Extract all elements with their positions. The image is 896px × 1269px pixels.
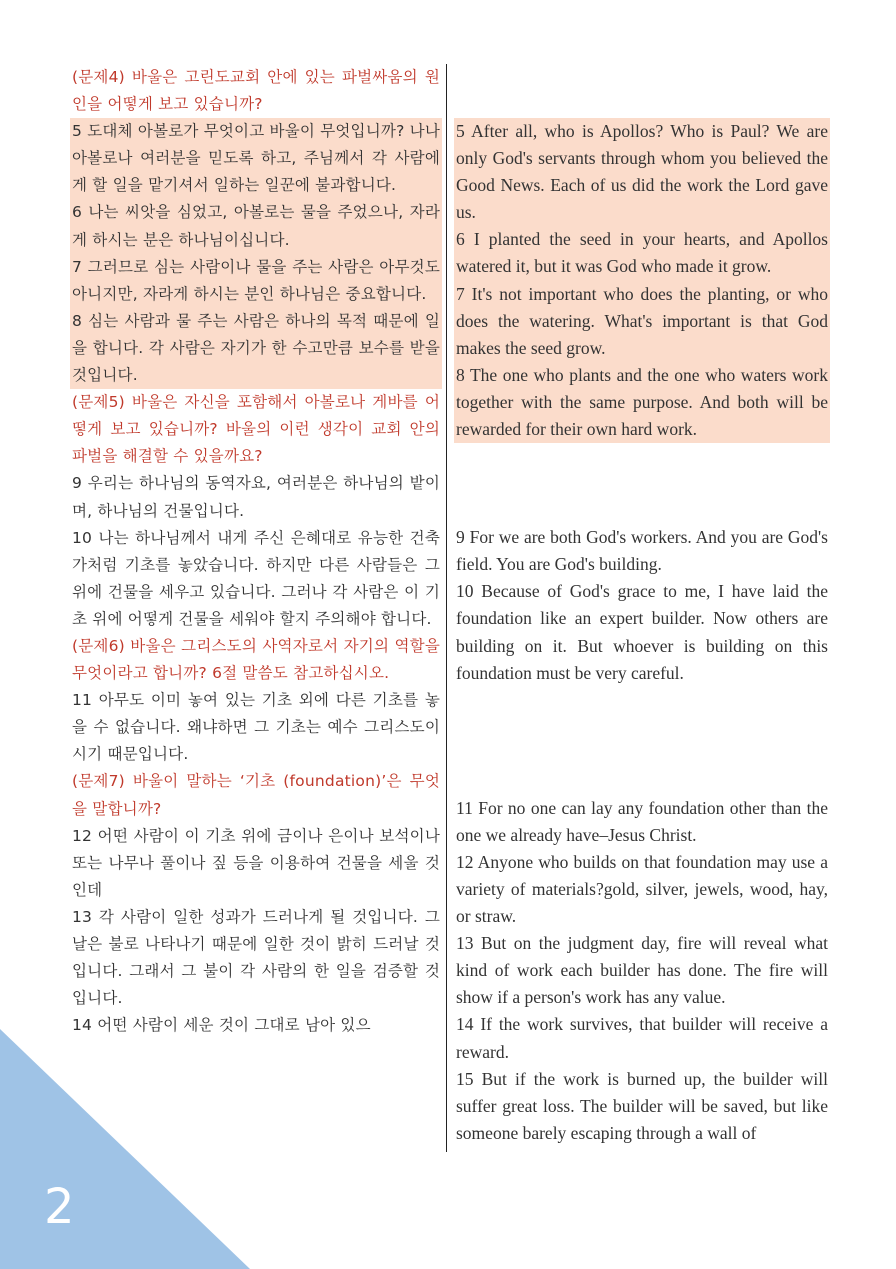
ko-verse: 9 우리는 하나님의 동역자요, 여러분은 하나님의 밭이며, 하나님의 건물입니다. [72,474,440,520]
ko-question: (문제4) 바울은 고린도교회 안에 있는 파벌싸움의 원인을 어떻게 보고 있습니까? [72,68,440,114]
en-verse: 7 It's not important who does the planting, or who does the watering. What's important is that God makes the seed grow. [454,281,830,362]
korean-column [70,64,442,1039]
ko-verse: 12 어떤 사람이 이 기초 위에 금이나 은이나 보석이나 또는 나무나 풀이나 짚 등을 이용하여 건물을 세울 것인데 [72,826,440,899]
ko-question: (문제5) 바울은 자신을 포함해서 아볼로나 게바를 어떻게 보고 있습니까? 바울의 이런 생각이 교회 안의 파벌을 해결할 수 있을까요? [72,393,440,466]
page-number: 2 [44,1179,75,1235]
en-verse: 11 For no one can lay any foundation other than the one we already have–Jesus Christ. [456,797,828,845]
ko-verse: 5 도대체 아볼로가 무엇이고 바울이 무엇입니까? 나나 아볼로나 여러분을 믿도록 하고, 주님께서 각 사람에게 할 일을 맡기셔서 일하는 일꾼에 불과합니다. [70,118,442,199]
en-verse: 9 For we are both God's workers. And you are God's field. You are God's building. [456,527,828,575]
ko-verse: 7 그러므로 심는 사람이나 물을 주는 사람은 아무것도 아니지만, 자라게 하시는 분인 하나님은 중요합니다. [70,254,442,308]
en-verse: 10 Because of God's grace to me, I have laid the foundation like an expert builder. Now others are building on it. But whoever is building on this foundation must be very careful. [456,581,828,683]
en-verse: 12 Anyone who builds on that foundation may use a variety of materials?gold, silver, jewels, wood, hay, or straw. [456,851,828,927]
corner-decoration [0,1029,250,1269]
ko-verse: 8 심는 사람과 물 주는 사람은 하나의 목적 때문에 일을 합니다. 각 사람은 자기가 한 수고만큼 보수를 받을 것입니다. [70,308,442,389]
ko-question: (문제7) 바울이 말하는 ‘기초 (foundation)’은 무엇을 말합니까? [72,772,440,818]
column-divider [446,64,447,1152]
ko-verse: 6 나는 씨앗을 심었고, 아볼로는 물을 주었으나, 자라게 하시는 분은 하나님이십니다. [70,199,442,253]
ko-verse: 13 각 사람이 일한 성과가 드러나게 될 것입니다. 그 날은 불로 나타나기 때문에 일한 것이 밝히 드러날 것입니다. 그래서 그 불이 각 사람의 한 일을 검증할 것입니다. [72,907,440,1008]
en-verse: 8 The one who plants and the one who waters work together with the same purpose. And both will be rewarded for their own hard work. [454,362,830,443]
ko-verse: 10 나는 하나님께서 내게 주신 은혜대로 유능한 건축가처럼 기초를 놓았습니다. 하지만 다른 사람들은 그 위에 건물을 세우고 있습니다. 그러나 각 사람은 이 기초 위에 어떻게 건물을 세워야 할지 주의해야 합니다. [72,528,440,628]
en-verse: 15 But if the work is burned up, the builder will suffer great loss. The builder will be saved, but like someone barely escaping through a wall of [456,1068,828,1143]
ko-question: (문제6) 바울은 그리스도의 사역자로서 자기의 역할을 무엇이라고 합니까? 6절 말씀도 참고하십시오. [72,636,440,683]
en-verse: 14 If the work survives, that builder will receive a reward. [456,1014,828,1062]
english-column [454,64,830,1147]
ko-verse: 14 어떤 사람이 세운 것이 그대로 남아 있으 [72,1016,371,1035]
en-verse: 5 After all, who is Apollos? Who is Paul? We are only God's servants through whom you believed the Good News. Each of us did the work the Lord gave us. [454,118,830,226]
ko-verse: 11 아무도 이미 놓여 있는 기초 외에 다른 기초를 놓을 수 없습니다. 왜냐하면 그 기초는 예수 그리스도이시기 때문입니다. [72,691,440,764]
en-verse: 6 I planted the seed in your hearts, and Apollos watered it, but it was God who made it grow. [454,226,830,280]
en-verse: 13 But on the judgment day, fire will reveal what kind of work each builder has done. The fire will show if a person's work has any value. [456,933,828,1008]
